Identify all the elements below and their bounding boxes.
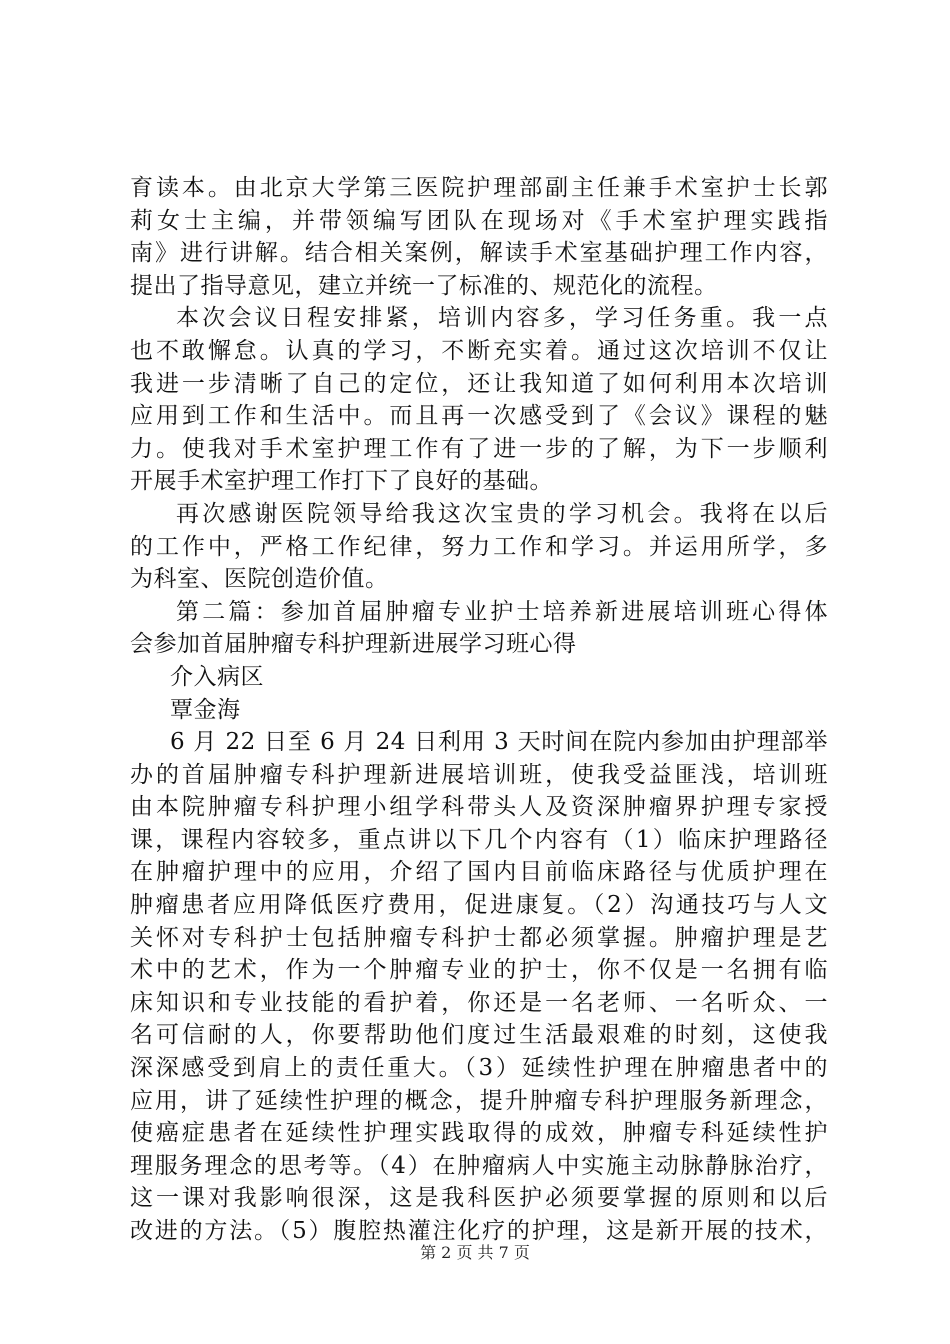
text-line: 办的首届肿瘤专科护理新进展培训班，使我受益匪浅，培训班: [130, 761, 828, 788]
text-line: 力。使我对手术室护理工作有了进一步的了解，为下一步顺利: [130, 435, 828, 462]
text-line: 开展手术室护理工作打下了良好的基础。: [130, 468, 553, 495]
section-heading-line: 会参加首届肿瘤专科护理新进展学习班心得: [130, 631, 577, 658]
page-number-footer: 第 2 页 共 7 页: [420, 1243, 530, 1262]
text-line: 名可信耐的人，你要帮助他们度过生活最艰难的时刻，这使我: [130, 1022, 828, 1049]
document-body: [130, 172, 828, 1248]
text-line: 理服务理念的思考等。（4）在肿瘤病人中实施主动脉静脉治疗，: [130, 1152, 828, 1179]
text-line: 深深感受到肩上的责任重大。（3）延续性护理在肿瘤患者中的: [130, 1055, 828, 1082]
text-line: 课，课程内容较多，重点讲以下几个内容有（1）临床护理路径: [130, 826, 828, 853]
text-line: 由本院肿瘤专科护理小组学科带头人及资深肿瘤界护理专家授: [130, 794, 828, 821]
text-line: 南》进行讲解。结合相关案例，解读手术室基础护理工作内容，: [130, 240, 828, 267]
text-line: 也不敢懈怠。认真的学习，不断充实着。通过这次培训不仅让: [130, 337, 828, 364]
text-line: 为科室、医院创造价值。: [130, 566, 389, 593]
text-line: 使癌症患者在延续性护理实践取得的成效，肿瘤专科延续性护: [130, 1120, 828, 1147]
text-line: 再次感谢医院领导给我这次宝贵的学习机会。我将在以后: [176, 500, 828, 527]
text-line: 应用，讲了延续性护理的概念，提升肿瘤专科护理服务新理念，: [130, 1087, 828, 1114]
text-line: 莉女士主编，并带领编写团队在现场对《手术室护理实践指: [130, 207, 828, 234]
text-line: 在肿瘤护理中的应用，介绍了国内目前临床路径与优质护理在: [130, 859, 828, 886]
section-heading-line: 第二篇：参加首届肿瘤专业护士培养新进展培训班心得体: [176, 598, 828, 625]
text-line: 提出了指导意见，建立并统一了标准的、规范化的流程。: [130, 272, 718, 299]
text-line: 床知识和专业技能的看护着，你还是一名老师、一名听众、一: [130, 989, 828, 1016]
text-line: 育读本。由北京大学第三医院护理部副主任兼手术室护士长郭: [130, 175, 828, 201]
text-line: 改进的方法。（5）腹腔热灌注化疗的护理，这是新开展的技术，: [130, 1218, 828, 1244]
department-line: 介入病区: [170, 663, 264, 690]
text-line: 6 月 22 日至 6 月 24 日利用 3 天时间在院内参加由护理部举: [170, 729, 828, 756]
text-line: 肿瘤患者应用降低医疗费用，促进康复。（2）沟通技巧与人文: [130, 892, 828, 919]
text-line: 应用到工作和生活中。而且再一次感受到了《会议》课程的魅: [130, 403, 828, 430]
author-line: 覃金海: [170, 696, 241, 723]
text-line: 关怀对专科护士包括肿瘤专科护士都必须掌握。肿瘤护理是艺: [130, 924, 828, 951]
text-line: 本次会议日程安排紧，培训内容多，学习任务重。我一点: [176, 305, 828, 332]
text-line: 这一课对我影响很深，这是我科医护必须要掌握的原则和以后: [130, 1185, 828, 1212]
text-line: 的工作中，严格工作纪律，努力工作和学习。并运用所学，多: [130, 533, 828, 560]
text-line: 术中的艺术，作为一个肿瘤专业的护士，你不仅是一名拥有临: [130, 957, 828, 984]
text-line: 我进一步清晰了自己的定位，还让我知道了如何利用本次培训: [130, 370, 828, 397]
